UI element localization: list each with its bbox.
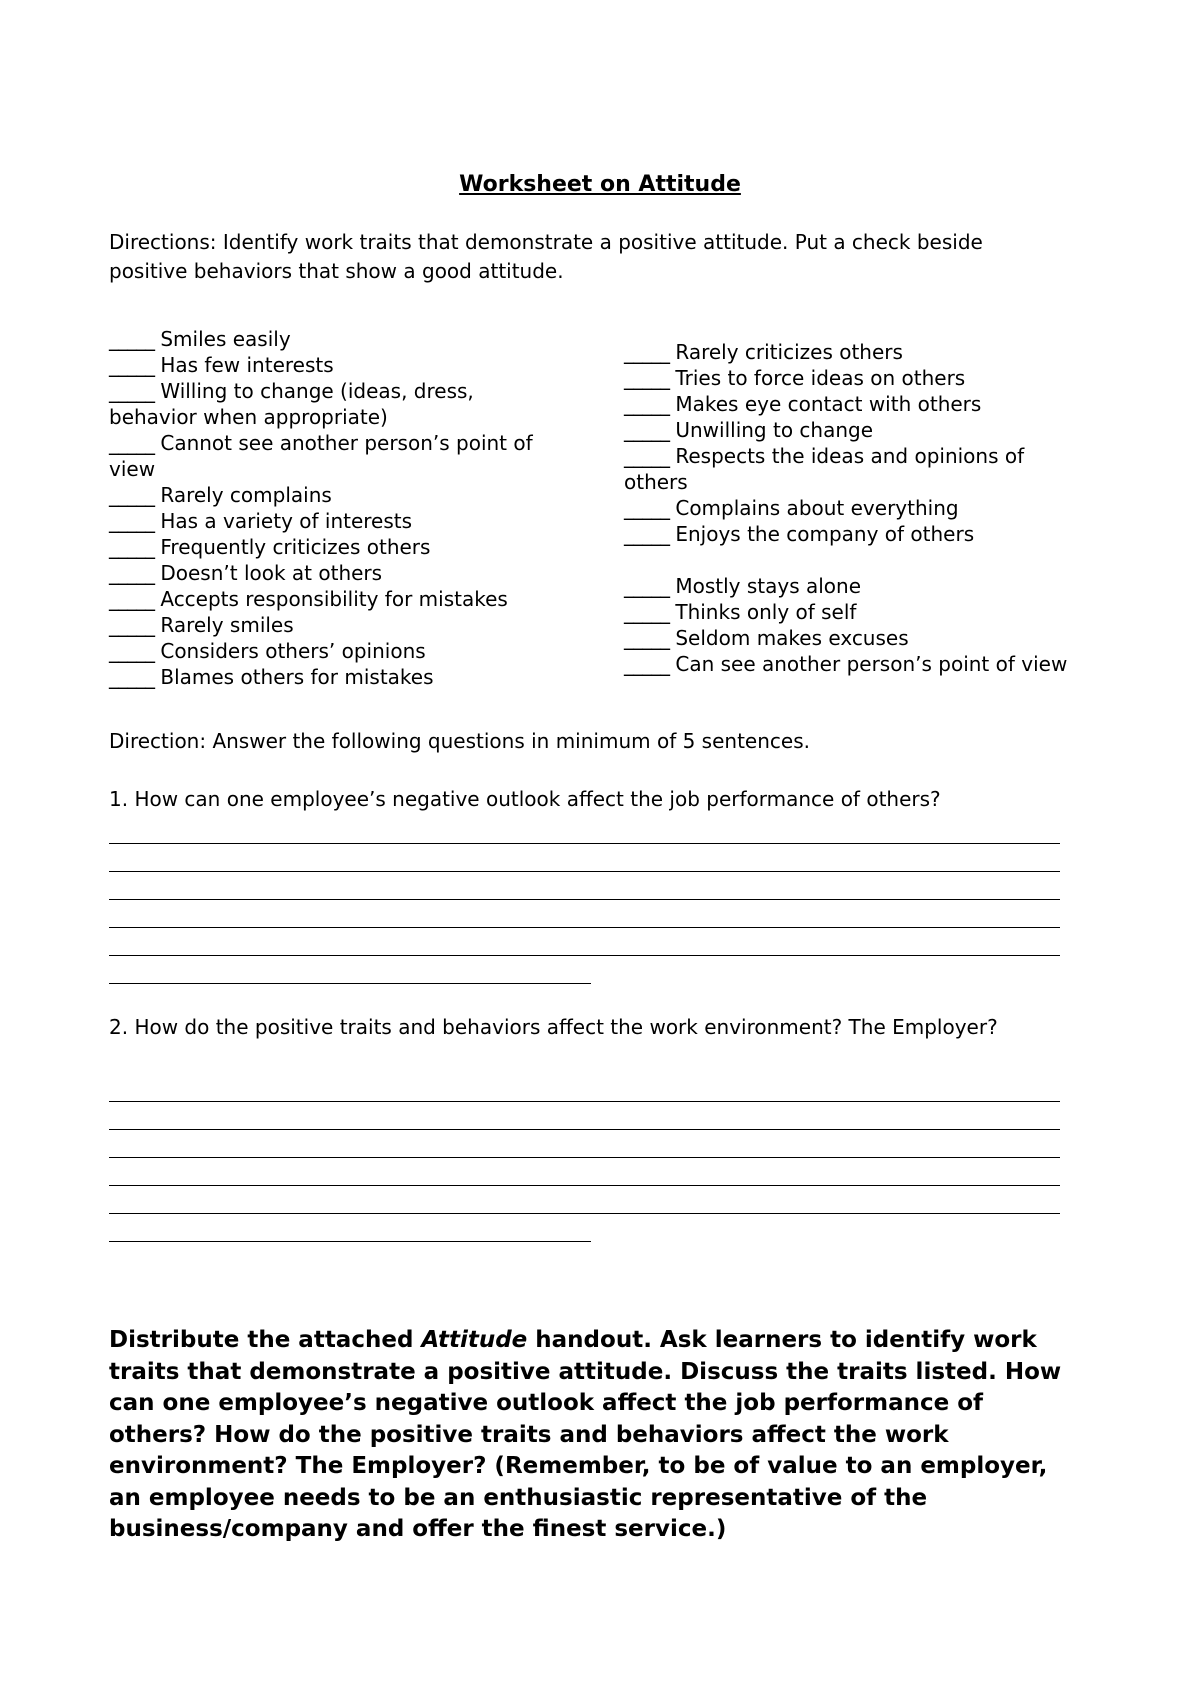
trait-label: Rarely smiles xyxy=(160,613,294,637)
trait-item[interactable] xyxy=(109,508,564,534)
answer-area-2[interactable] xyxy=(109,1074,1060,1242)
check-blank[interactable]: _____ xyxy=(109,613,154,637)
check-blank[interactable]: _____ xyxy=(109,509,154,533)
trait-label: Cannot see another person’s point of view xyxy=(109,431,533,481)
check-blank[interactable]: _____ xyxy=(109,483,154,507)
trait-item[interactable] xyxy=(109,586,564,612)
handout-title: Attitude xyxy=(421,1327,528,1353)
trait-label: Doesn’t look at others xyxy=(160,561,383,585)
trait-label: Unwilling to change xyxy=(675,418,874,442)
answer-line[interactable] xyxy=(109,1102,1060,1130)
check-blank[interactable]: _____ xyxy=(624,366,669,390)
trait-item[interactable] xyxy=(109,352,564,378)
trait-item[interactable] xyxy=(109,638,564,664)
trait-label: Considers others’ opinions xyxy=(160,639,426,663)
trait-item[interactable] xyxy=(624,443,1090,495)
answer-directions: Direction: Answer the following questions in minimum of 5 sentences. xyxy=(109,729,810,753)
trait-item[interactable] xyxy=(109,664,564,690)
trait-label: Complains about everything xyxy=(675,496,959,520)
trait-label: Respects the ideas and opinions of others xyxy=(624,444,1025,494)
trait-label: Has a variety of interests xyxy=(160,509,413,533)
trait-item[interactable] xyxy=(624,391,1090,417)
trait-label: Rarely criticizes others xyxy=(675,340,903,364)
instructor-note xyxy=(109,1325,1084,1546)
answer-line[interactable] xyxy=(109,1186,1060,1214)
trait-label: Has few interests xyxy=(160,353,334,377)
trait-label: Tries to force ideas on others xyxy=(675,366,966,390)
check-blank[interactable]: _____ xyxy=(109,535,154,559)
trait-label: Blames others for mistakes xyxy=(160,665,434,689)
note-text-start: Distribute the attached xyxy=(109,1327,422,1353)
trait-item[interactable] xyxy=(624,365,1090,391)
check-blank[interactable]: _____ xyxy=(624,574,669,598)
check-blank[interactable]: _____ xyxy=(624,496,669,520)
trait-item[interactable] xyxy=(624,339,1090,365)
trait-item[interactable] xyxy=(109,534,564,560)
check-blank[interactable]: _____ xyxy=(624,340,669,364)
answer-line[interactable] xyxy=(109,1214,591,1242)
trait-item[interactable] xyxy=(624,495,1090,521)
check-blank[interactable]: _____ xyxy=(624,600,669,624)
check-blank[interactable]: _____ xyxy=(109,379,154,403)
trait-label: Mostly stays alone xyxy=(675,574,862,598)
answer-line[interactable] xyxy=(109,1130,1060,1158)
page-title: Worksheet on Attitude xyxy=(459,172,741,197)
trait-label: Rarely complains xyxy=(160,483,332,507)
check-blank[interactable]: _____ xyxy=(109,431,154,455)
question-2: 2. How do the positive traits and behaviors affect the work environment? The Employer? xyxy=(109,1015,998,1039)
check-blank[interactable]: _____ xyxy=(109,665,154,689)
check-blank[interactable]: _____ xyxy=(624,392,669,416)
trait-label: Can see another person’s point of view xyxy=(675,652,1068,676)
trait-item[interactable] xyxy=(109,326,564,352)
trait-label: Accepts responsibility for mistakes xyxy=(160,587,508,611)
trait-label: Frequently criticizes others xyxy=(160,535,431,559)
directions-text: Directions: Identify work traits that demonstrate a positive attitude. Put a check beside positive behaviors that show a good attitude. xyxy=(109,230,983,283)
trait-item[interactable] xyxy=(109,482,564,508)
trait-label: Willing to change (ideas, dress, behavior when appropriate) xyxy=(109,379,474,429)
answer-line[interactable] xyxy=(109,1074,1060,1102)
check-blank[interactable]: _____ xyxy=(109,587,154,611)
answer-line[interactable] xyxy=(109,1158,1060,1186)
trait-item[interactable] xyxy=(109,560,564,586)
trait-item[interactable] xyxy=(624,417,1090,443)
trait-item[interactable] xyxy=(109,430,564,482)
check-blank[interactable]: _____ xyxy=(624,418,669,442)
check-blank[interactable]: _____ xyxy=(624,522,669,546)
note-text-end: handout. Ask learners to identify work traits that demonstrate a positive attitude. Discuss the traits listed. How can one employee’s negative outlook affect the job performance of others? How do the positive traits and behaviors affect the work environment? The Employer? (Remember, to be of value to an employer, an employee needs to be an enthusiastic representative of the business/company and offer the finest service.) xyxy=(109,1327,1062,1542)
check-blank[interactable]: _____ xyxy=(109,353,154,377)
left-trait-list xyxy=(109,326,564,690)
trait-item[interactable] xyxy=(624,599,1090,625)
answer-area-1[interactable] xyxy=(109,816,1060,984)
trait-item[interactable] xyxy=(624,625,1090,651)
answer-line[interactable] xyxy=(109,956,591,984)
check-blank[interactable]: _____ xyxy=(109,639,154,663)
answer-line[interactable] xyxy=(109,844,1060,872)
answer-line[interactable] xyxy=(109,872,1060,900)
trait-item[interactable] xyxy=(624,651,1090,677)
answer-line[interactable] xyxy=(109,928,1060,956)
trait-item[interactable] xyxy=(624,521,1090,547)
trait-label: Thinks only of self xyxy=(675,600,857,624)
check-blank[interactable]: _____ xyxy=(624,444,669,468)
answer-line[interactable] xyxy=(109,816,1060,844)
trait-label: Seldom makes excuses xyxy=(675,626,909,650)
trait-item[interactable] xyxy=(109,378,564,430)
question-1: 1. How can one employee’s negative outlook affect the job performance of others? xyxy=(109,787,941,811)
right-trait-list xyxy=(624,339,1090,677)
trait-label: Makes eye contact with others xyxy=(675,392,982,416)
check-blank[interactable]: _____ xyxy=(624,626,669,650)
trait-item[interactable] xyxy=(109,612,564,638)
trait-label: Smiles easily xyxy=(160,327,291,351)
answer-line[interactable] xyxy=(109,900,1060,928)
check-blank[interactable]: _____ xyxy=(109,327,154,351)
check-blank[interactable]: _____ xyxy=(624,652,669,676)
check-blank[interactable]: _____ xyxy=(109,561,154,585)
trait-label: Enjoys the company of others xyxy=(675,522,975,546)
trait-item[interactable] xyxy=(624,573,1090,599)
